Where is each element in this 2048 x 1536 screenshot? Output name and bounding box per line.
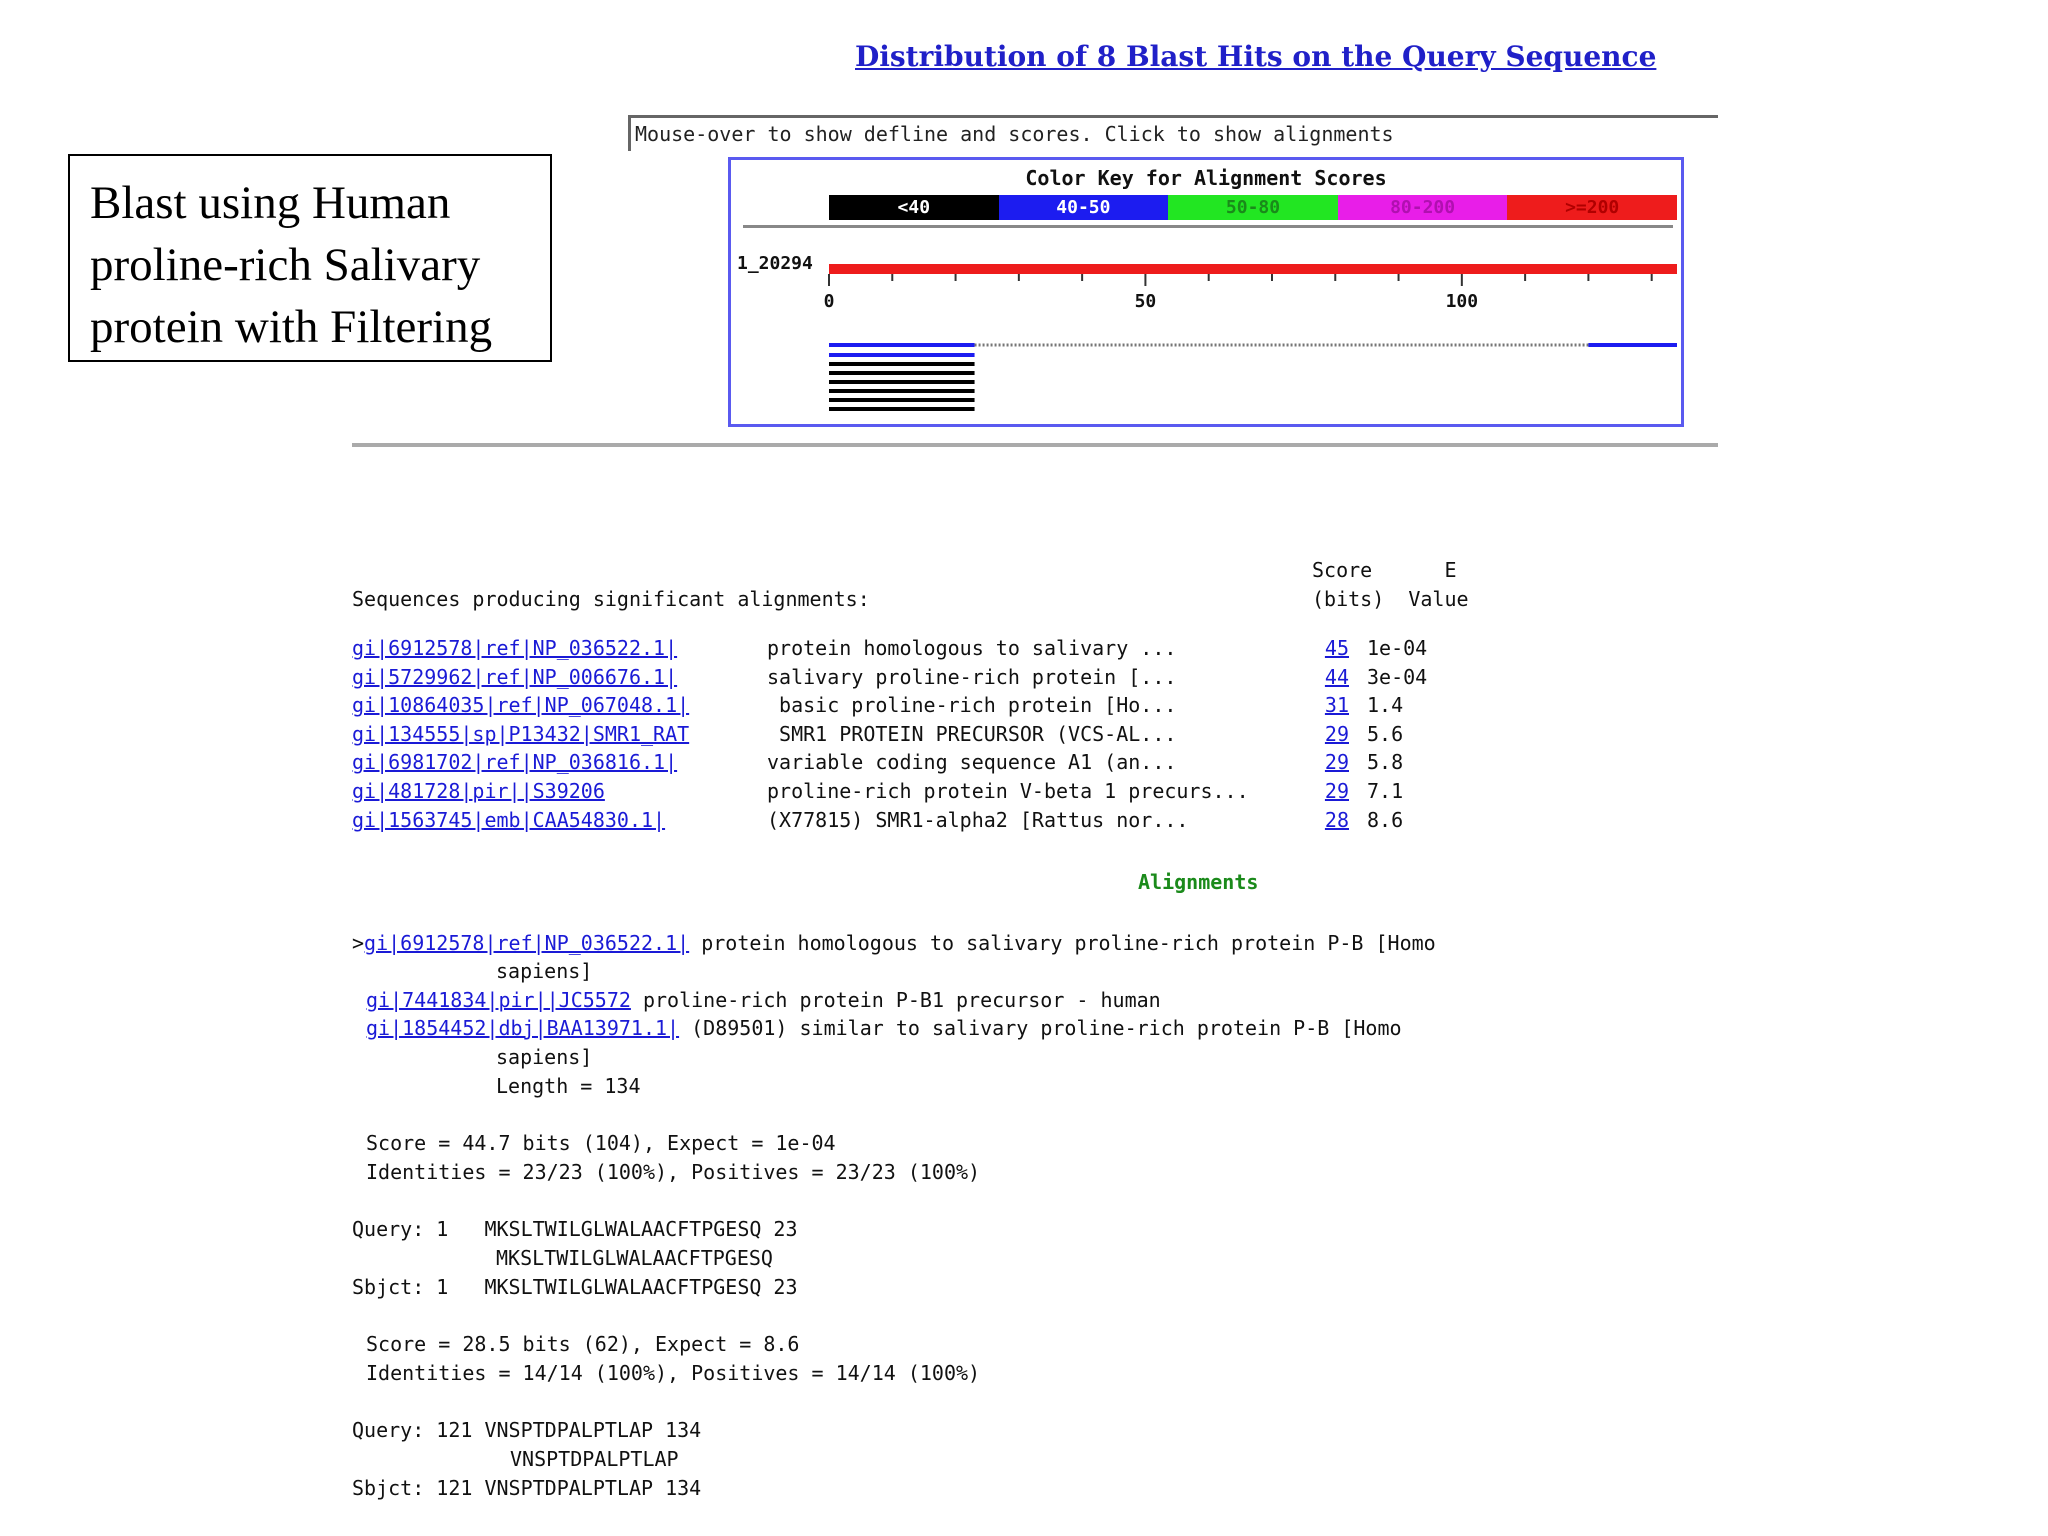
hit-evalue: 1e-04 <box>1367 636 1428 660</box>
hit-description: salivary proline-rich protein [... <box>767 664 1177 689</box>
hit-id-link[interactable]: gi|10864035|ref|NP_067048.1| <box>352 693 690 718</box>
hit-bar <box>829 353 975 357</box>
alignment-alt1 <box>366 987 1161 1013</box>
color-key-cell: 40-50 <box>999 195 1169 220</box>
hit-bar <box>829 362 975 366</box>
hit-bar <box>829 398 975 402</box>
hit-distribution-graphic <box>728 157 1684 427</box>
hit-bar <box>829 389 975 393</box>
color-key-cell: 50-80 <box>1168 195 1338 220</box>
alignment-alt2-desc-cont: sapiens] <box>496 1045 593 1069</box>
hit-evalue: 5.8 <box>1367 750 1404 775</box>
hit-id-link[interactable]: gi|481728|pir||S39206 <box>352 778 605 803</box>
query-label: 1_20294 <box>737 253 813 274</box>
sequences-header: Sequences producing significant alignments: <box>352 587 870 611</box>
hit-bar <box>829 380 975 384</box>
hit-map-svg[interactable] <box>731 160 1681 424</box>
hit-score-link[interactable]: 29 <box>1324 721 1349 746</box>
defline-marker: > <box>352 931 365 955</box>
hit-id-link[interactable]: gi|1563745|emb|CAA54830.1| <box>352 807 666 832</box>
hit-evalue: 8.6 <box>1367 807 1404 832</box>
query-bar <box>829 264 1677 274</box>
hsp1-midline: MKSLTWILGLWALAACFTPGESQ <box>496 1246 773 1270</box>
alignment-length: Length = 134 <box>496 1074 641 1098</box>
distribution-title-link[interactable]: Distribution of 8 Blast Hits on the Query Sequence <box>855 40 1657 73</box>
color-key-title: Color Key for Alignment Scores <box>1025 166 1387 190</box>
hsp2-score: Score = 28.5 bits (62), Expect = 8.6 <box>366 1332 800 1356</box>
hit-id-link[interactable]: gi|6981702|ref|NP_036816.1| <box>352 750 678 775</box>
hsp1-score: Score = 44.7 bits (104), Expect = 1e-04 <box>366 1131 836 1155</box>
axis-tick-label: 50 <box>1134 291 1157 312</box>
annotation-line-3: protein with Filtering <box>90 301 493 353</box>
score-column-header: Score E <box>1312 558 1457 582</box>
alignment-main-desc-cont: sapiens] <box>496 959 593 983</box>
alignment-alt2-desc: (D89501) similar to salivary proline-rich protein P-B [Homo <box>691 1016 1402 1040</box>
hit-evalue: 7.1 <box>1367 778 1404 803</box>
alignments-heading: Alignments <box>1138 870 1259 894</box>
hit-evalue: 5.6 <box>1367 721 1404 746</box>
hit-score-link[interactable]: 45 <box>1324 636 1349 660</box>
annotation-box <box>68 154 552 362</box>
alignment-alt2 <box>366 1015 1402 1041</box>
hit-evalue: 1.4 <box>1367 693 1404 718</box>
alignment-main-desc: protein homologous to salivary proline-rich protein P-B [Homo <box>701 931 1436 955</box>
hit-bar <box>829 343 975 347</box>
axis-tick-label: 100 <box>1445 291 1479 312</box>
hit-evalue: 3e-04 <box>1367 664 1428 689</box>
hit-score-link[interactable]: 29 <box>1324 750 1349 775</box>
alignment-main-link[interactable]: gi|6912578|ref|NP_036522.1| <box>364 931 690 955</box>
hit-description: SMR1 PROTEIN PRECURSOR (VCS-AL... <box>767 721 1177 746</box>
axis-tick-label: 0 <box>823 291 835 312</box>
hit-bar <box>1588 343 1677 347</box>
alignment-defline <box>352 930 1436 956</box>
hit-description: protein homologous to salivary ... <box>767 636 1177 660</box>
hsp2-identities: Identities = 14/14 (100%), Positives = 14/14 (100%) <box>366 1361 981 1385</box>
hit-bar <box>829 407 975 411</box>
color-key-cell: 80-200 <box>1338 195 1508 220</box>
hit-description: variable coding sequence A1 (an... <box>767 750 1177 775</box>
alignment-alt1-link[interactable]: gi|7441834|pir||JC5572 <box>366 988 631 1012</box>
color-key-cell: <40 <box>829 195 999 220</box>
hsp1-query: Query: 1 MKSLTWILGLWALAACFTPGESQ 23 <box>352 1217 798 1241</box>
hsp1-identities: Identities = 23/23 (100%), Positives = 23/23 (100%) <box>366 1160 981 1184</box>
hit-description: (X77815) SMR1-alpha2 [Rattus nor... <box>767 807 1189 832</box>
hsp2-sbjct: Sbjct: 121 VNSPTDPALPTLAP 134 <box>352 1476 702 1500</box>
hsp2-query: Query: 121 VNSPTDPALPTLAP 134 <box>352 1418 702 1442</box>
hit-description: proline-rich protein V-beta 1 precurs... <box>767 778 1249 803</box>
hit-score-link[interactable]: 29 <box>1324 778 1349 803</box>
color-key-cell: >=200 <box>1507 195 1677 220</box>
evalue-column-header: (bits) Value <box>1312 587 1469 611</box>
alignment-alt1-desc: proline-rich protein P-B1 precursor - human <box>642 988 1161 1012</box>
annotation-line-1: Blast using Human <box>90 177 451 229</box>
divider <box>352 443 1718 447</box>
mouseover-hint-field[interactable]: Mouse-over to show defline and scores. Click to show alignments <box>628 115 1718 151</box>
hsp1-sbjct: Sbjct: 1 MKSLTWILGLWALAACFTPGESQ 23 <box>352 1275 798 1299</box>
alignment-alt2-link[interactable]: gi|1854452|dbj|BAA13971.1| <box>366 1016 680 1040</box>
hit-id-link[interactable]: gi|6912578|ref|NP_036522.1| <box>352 636 678 660</box>
hit-id-link[interactable]: gi|5729962|ref|NP_006676.1| <box>352 664 678 689</box>
hit-bar <box>829 371 975 375</box>
hit-score-link[interactable]: 31 <box>1324 693 1349 718</box>
hit-description: basic proline-rich protein [Ho... <box>767 693 1177 718</box>
annotation-line-2: proline-rich Salivary <box>90 239 481 291</box>
hsp2-midline: VNSPTDPALPTLAP <box>510 1447 679 1471</box>
hit-id-link[interactable]: gi|134555|sp|P13432|SMR1_RAT <box>352 721 690 746</box>
hit-score-link[interactable]: 44 <box>1324 664 1349 689</box>
hit-score-link[interactable]: 28 <box>1324 807 1349 832</box>
